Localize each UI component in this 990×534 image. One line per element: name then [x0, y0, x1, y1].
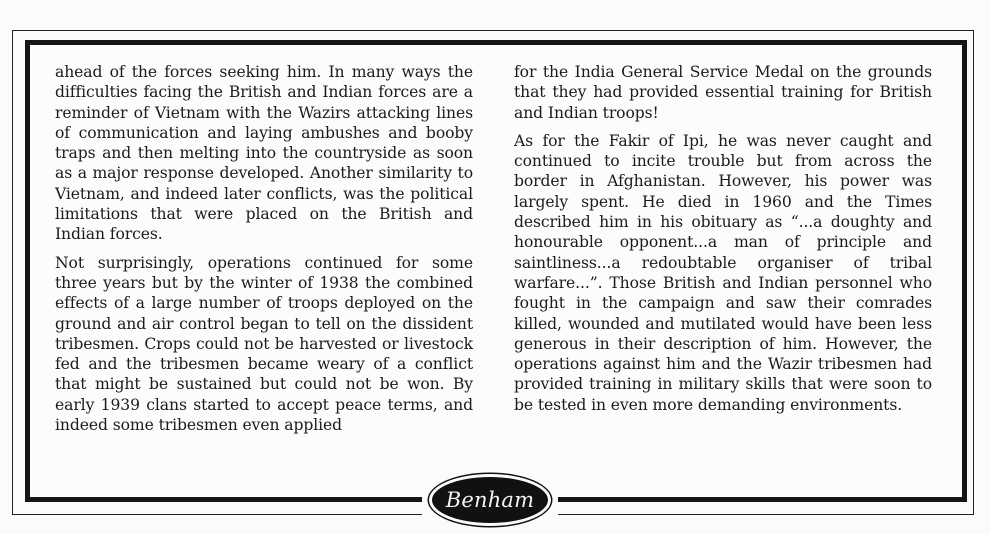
right-paragraph-1: for the India General Service Medal on the grounds that they had provided essential training for British and Indian troops!	[514, 63, 932, 122]
right-column	[514, 62, 932, 423]
left-paragraph-2: Not surprisingly, operations continued for some three years but by the winter of 1938 the combined effects of a large number of troops deployed on the ground and air control began to tell on the dissident tribesmen. Crops could not be harvested or livestock fed and the tribesmen became weary of a conflict that might be sustained but could not be won. By early 1939 clans started to accept peace terms, and indeed some tribesmen even applied	[55, 253, 473, 435]
left-column	[55, 62, 473, 443]
benham-logo	[422, 472, 558, 528]
logo-text: Benham	[445, 488, 535, 512]
right-paragraph-2: As for the Fakir of Ipi, he was never caught and continued to incite trouble but from across the border in Afghanistan. However, his power was largely spent. He died in 1960 and the Times described him in his obituary as “...a doughty and honourable opponent...a man of principle and saintliness...a redoubtable organiser of tribal warfare...”. Those British and Indian personnel who fought in the campaign and saw their comrades killed, wounded and mutilated would have been less generous in their description of him. However, the operations against him and the Wazir tribesmen had provided training in military skills that were soon to be tested in even more demanding environments.	[514, 131, 932, 414]
logo-oval	[432, 477, 548, 523]
left-paragraph-1: ahead of the forces seeking him. In many ways the difficulties facing the British and Indian forces are a reminder of Vietnam with the Wazirs attacking lines of communication and laying ambushes and booby traps and then melting into the countryside as soon as a major response developed. Another similarity to Vietnam, and indeed later conflicts, was the political limitations that were placed on the British and Indian forces.	[55, 63, 473, 244]
